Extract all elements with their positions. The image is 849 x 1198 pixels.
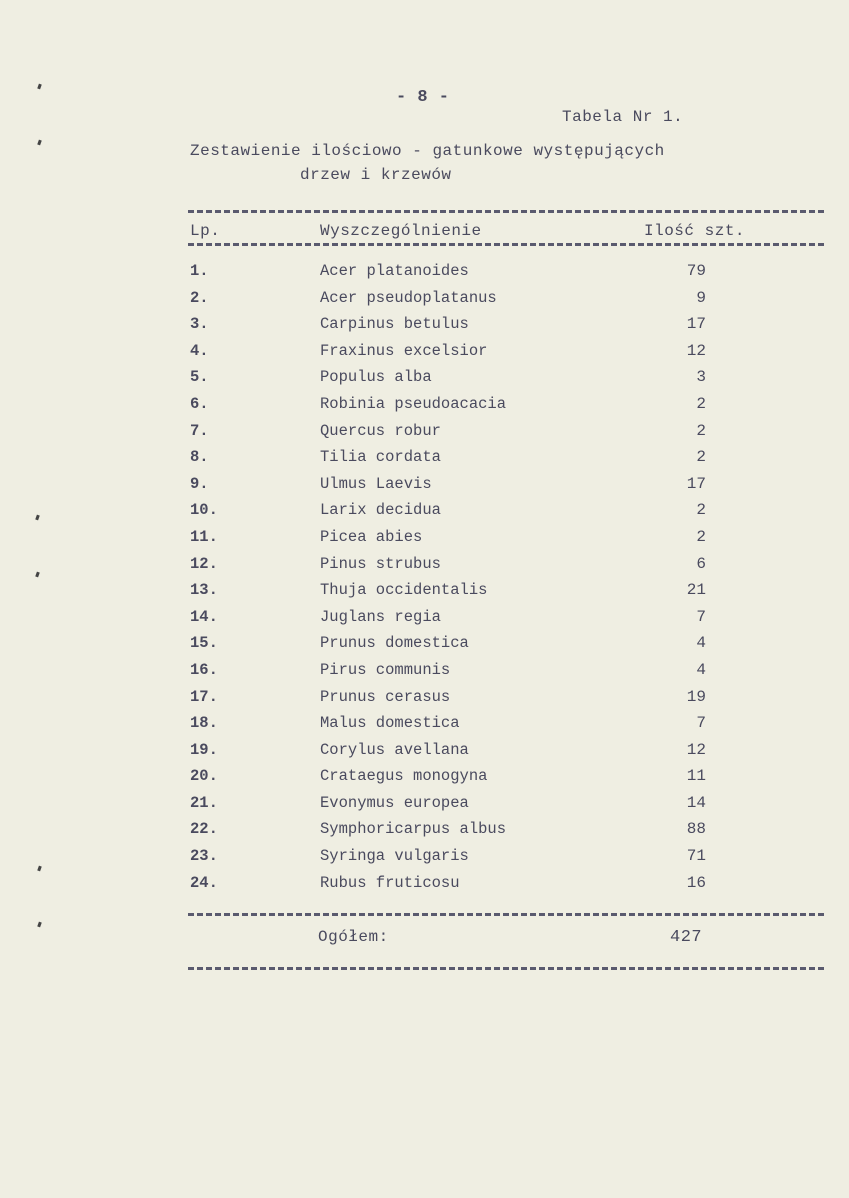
row-number: 17. xyxy=(190,687,218,706)
row-number: 19. xyxy=(190,740,218,759)
row-number: 21. xyxy=(190,793,218,812)
total-label: Ogółem: xyxy=(318,928,389,946)
row-number: 1. xyxy=(190,262,209,280)
table-row xyxy=(0,395,849,422)
row-number: 11. xyxy=(190,527,218,546)
row-number: 14. xyxy=(190,607,218,626)
quantity: 9 xyxy=(696,288,706,307)
quantity: 14 xyxy=(686,793,706,812)
row-number: 5. xyxy=(190,368,209,387)
quantity: 7 xyxy=(696,714,706,733)
species-name: Prunus domestica xyxy=(320,634,469,653)
species-name: Pirus communis xyxy=(320,660,451,679)
table-reference: Tabela Nr 1. xyxy=(562,108,684,126)
quantity: 3 xyxy=(696,368,706,387)
species-name: Malus domestica xyxy=(320,714,460,733)
species-name: Pinus strubus xyxy=(320,554,441,573)
table-row xyxy=(0,289,849,316)
species-table xyxy=(0,262,849,900)
quantity: 11 xyxy=(686,767,706,786)
row-number: 12. xyxy=(190,554,218,573)
table-title-line-1: Zestawienie ilościowo - gatunkowe występujących xyxy=(190,142,665,160)
quantity: 71 xyxy=(686,847,706,866)
species-name: Symphoricarpus albus xyxy=(320,820,507,839)
species-name: Juglans regia xyxy=(320,607,441,626)
row-number: 10. xyxy=(190,501,218,520)
species-name: Evonymus europea xyxy=(320,793,469,812)
species-name: Tilia cordata xyxy=(320,448,441,467)
quantity: 21 xyxy=(686,581,706,600)
table-row xyxy=(0,501,849,528)
table-row xyxy=(0,528,849,555)
margin-mark xyxy=(37,84,42,90)
table-row xyxy=(0,714,849,741)
dashed-rule xyxy=(188,243,824,246)
quantity: 17 xyxy=(686,474,706,493)
quantity: 6 xyxy=(696,554,706,573)
row-number: 20. xyxy=(190,767,218,786)
table-row xyxy=(0,661,849,688)
row-number: 3. xyxy=(190,315,209,334)
row-number: 8. xyxy=(190,448,209,467)
species-name: Ulmus Laevis xyxy=(320,474,432,493)
table-row xyxy=(0,315,849,342)
quantity: 79 xyxy=(686,262,706,280)
species-name: Rubus fruticosu xyxy=(320,873,460,892)
table-row xyxy=(0,608,849,635)
row-number: 7. xyxy=(190,421,209,440)
row-number: 2. xyxy=(190,288,209,307)
dashed-rule xyxy=(188,967,824,970)
table-row xyxy=(0,741,849,768)
quantity: 12 xyxy=(686,740,706,759)
quantity: 2 xyxy=(696,394,706,413)
row-number: 23. xyxy=(190,847,218,866)
table-row xyxy=(0,555,849,582)
species-name: Syringa vulgaris xyxy=(320,847,469,866)
species-name: Thuja occidentalis xyxy=(320,581,488,600)
species-name: Quercus robur xyxy=(320,421,441,440)
table-title-line-2: drzew i krzewów xyxy=(300,166,452,184)
total-quantity: 427 xyxy=(670,928,703,947)
row-number: 24. xyxy=(190,873,218,892)
table-row xyxy=(0,262,849,289)
quantity: 2 xyxy=(696,421,706,440)
quantity: 2 xyxy=(696,501,706,520)
table-row xyxy=(0,847,849,874)
quantity: 88 xyxy=(686,820,706,839)
dashed-rule xyxy=(188,913,824,916)
header-name: Wyszczególnienie xyxy=(320,222,482,240)
table-row xyxy=(0,794,849,821)
table-row xyxy=(0,448,849,475)
dashed-rule xyxy=(188,210,824,213)
table-row xyxy=(0,874,849,901)
table-row xyxy=(0,342,849,369)
quantity: 19 xyxy=(686,687,706,706)
species-name: Populus alba xyxy=(320,368,432,387)
row-number: 16. xyxy=(190,660,218,679)
quantity: 2 xyxy=(696,527,706,546)
table-row xyxy=(0,368,849,395)
table-row xyxy=(0,688,849,715)
species-name: Carpinus betulus xyxy=(320,315,469,334)
species-name: Fraxinus excelsior xyxy=(320,341,488,360)
page-number: - 8 - xyxy=(396,88,450,107)
quantity: 17 xyxy=(686,315,706,334)
species-name: Robinia pseudoacacia xyxy=(320,394,507,413)
table-row xyxy=(0,634,849,661)
margin-mark xyxy=(37,922,42,928)
header-quantity: Ilość szt. xyxy=(644,222,746,240)
species-name: Prunus cerasus xyxy=(320,687,451,706)
quantity: 2 xyxy=(696,448,706,467)
table-row xyxy=(0,422,849,449)
margin-mark xyxy=(37,140,42,146)
species-name: Larix decidua xyxy=(320,501,441,520)
species-name: Crataegus monogyna xyxy=(320,767,488,786)
row-number: 4. xyxy=(190,341,209,360)
row-number: 9. xyxy=(190,474,209,493)
quantity: 12 xyxy=(686,341,706,360)
species-name: Acer pseudoplatanus xyxy=(320,288,497,307)
table-row xyxy=(0,581,849,608)
quantity: 7 xyxy=(696,607,706,626)
quantity: 4 xyxy=(696,660,706,679)
table-row xyxy=(0,767,849,794)
row-number: 22. xyxy=(190,820,218,839)
row-number: 15. xyxy=(190,634,218,653)
table-row xyxy=(0,475,849,502)
quantity: 16 xyxy=(686,873,706,892)
species-name: Acer platanoides xyxy=(320,262,469,280)
header-lp: Lp. xyxy=(190,222,221,240)
row-number: 6. xyxy=(190,394,209,413)
quantity: 4 xyxy=(696,634,706,653)
row-number: 13. xyxy=(190,581,218,600)
table-row xyxy=(0,820,849,847)
species-name: Picea abies xyxy=(320,527,423,546)
species-name: Corylus avellana xyxy=(320,740,469,759)
row-number: 18. xyxy=(190,714,218,733)
